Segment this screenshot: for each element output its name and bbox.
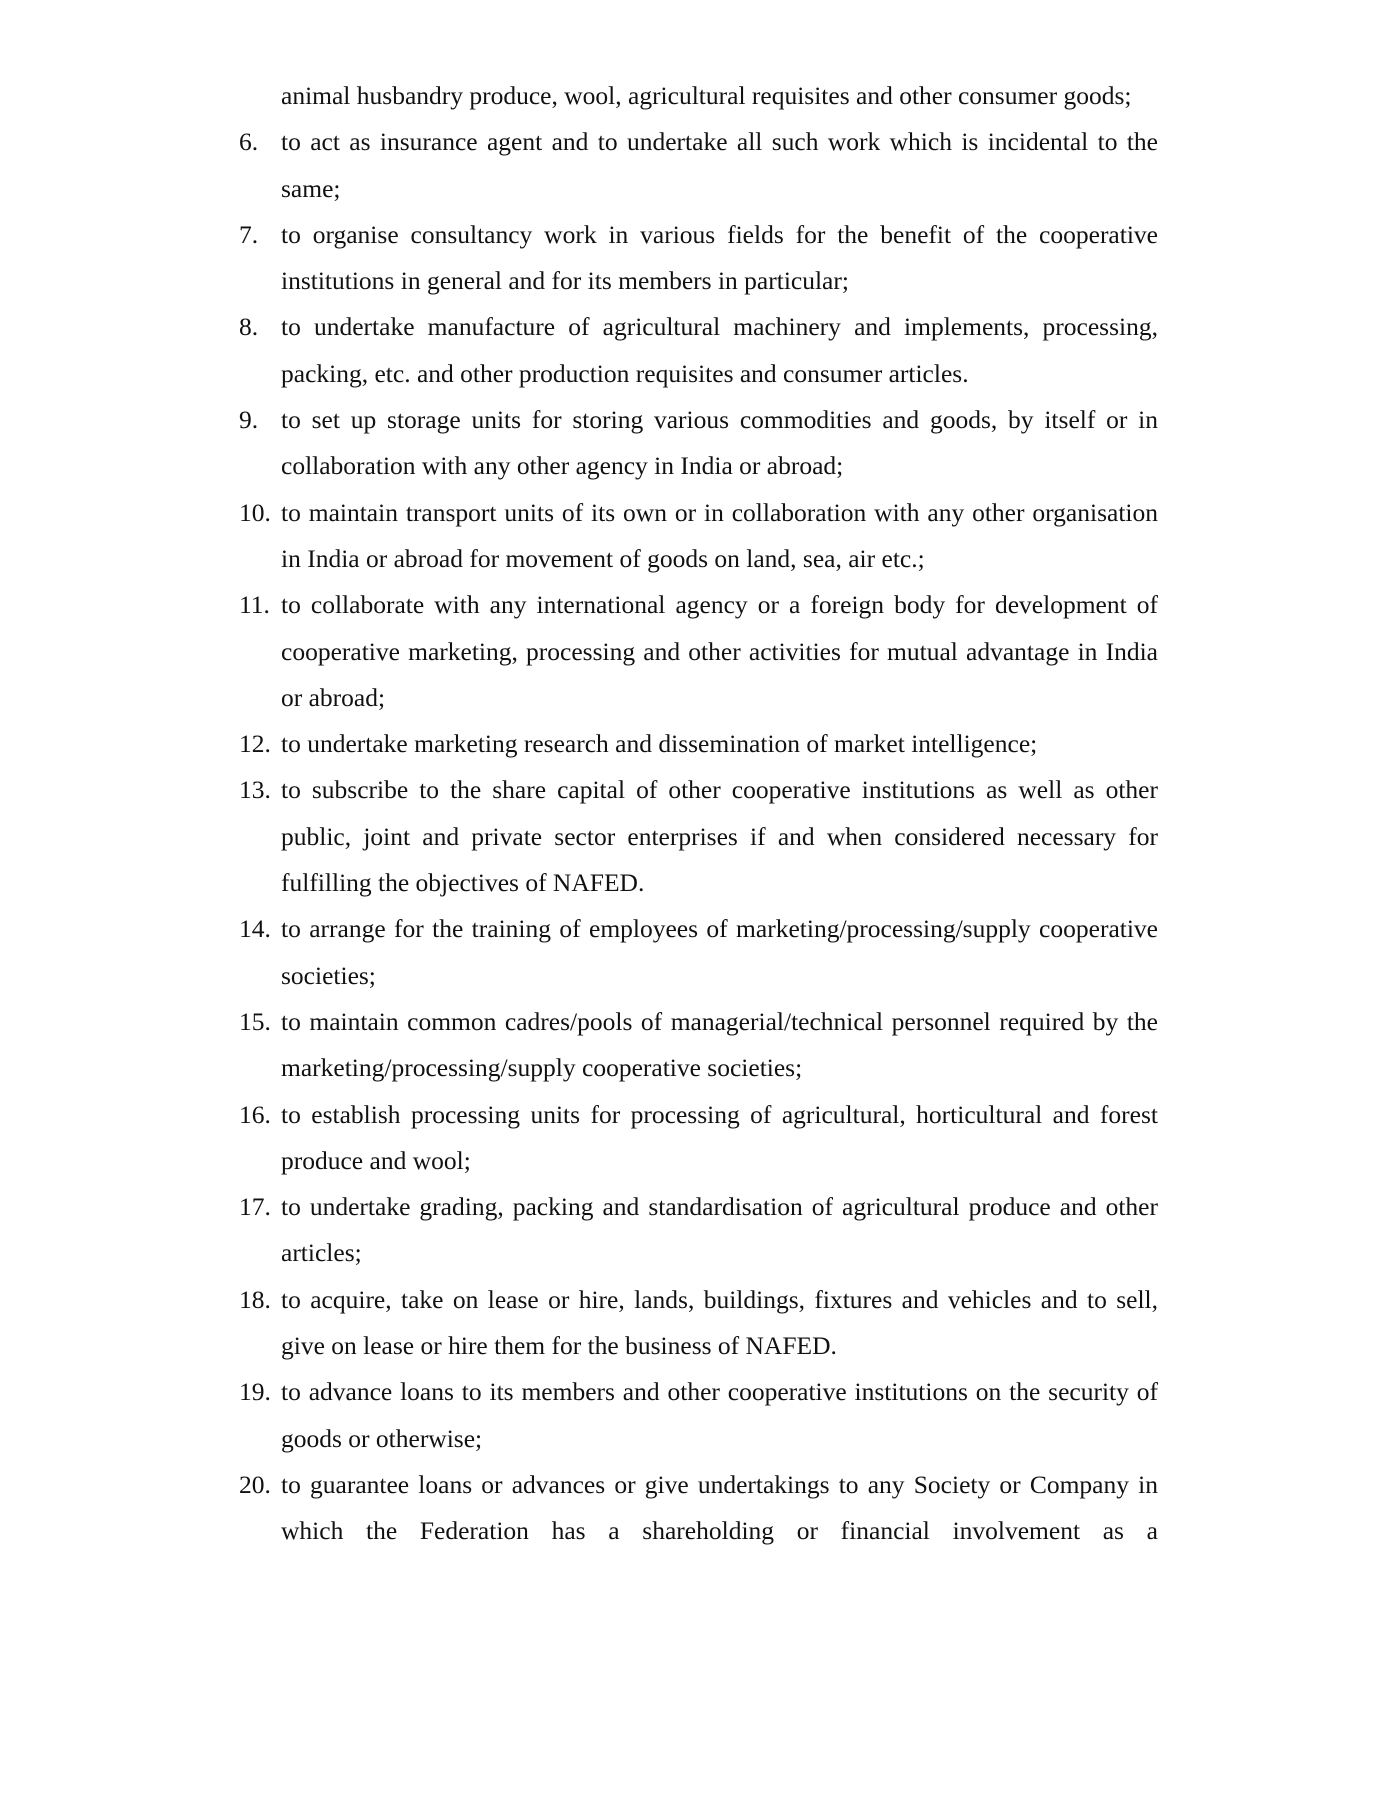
document-page <box>239 73 1158 1555</box>
item-text: to maintain transport units of its own or in collaboration with any other organisation in India or abroad for movement of goods on land, sea, air etc.; <box>281 497 1158 573</box>
item-number: 19. <box>239 1377 271 1407</box>
item-number: 12. <box>239 729 271 759</box>
item-text: to subscribe to the share capital of other cooperative institutions as well as other public, joint and private sector enterprises if and when considered necessary for fulfilling the objectives of NAFED. <box>281 775 1158 898</box>
list-item-15 <box>239 999 1158 1092</box>
list-item-16 <box>239 1092 1158 1185</box>
item-number: 13. <box>239 775 271 805</box>
item-text: to undertake marketing research and dissemination of market intelligence; <box>281 729 1038 759</box>
item-number: 17. <box>239 1192 271 1222</box>
item-text: to acquire, take on lease or hire, lands, buildings, fixtures and vehicles and to sell, give on lease or hire them for the business of NAFED. <box>281 1284 1158 1361</box>
item-number: 16. <box>239 1099 271 1129</box>
item-text: to advance loans to its members and other cooperative institutions on the security of goods or otherwise; <box>281 1377 1158 1453</box>
list-item-7 <box>239 212 1158 305</box>
item-number: 14. <box>239 914 271 944</box>
list-item-6 <box>239 119 1158 212</box>
item-number: 7. <box>239 219 259 249</box>
list-item-8 <box>239 304 1158 397</box>
item-number: 11. <box>239 590 270 620</box>
paragraph-text: animal husbandry produce, wool, agricultural requisites and other consumer goods; <box>281 81 1132 110</box>
item-text: to arrange for the training of employees of marketing/processing/supply cooperative societies; <box>281 914 1158 990</box>
item-text: to organise consultancy work in various fields for the benefit of the cooperative institutions in general and for its members in particular; <box>281 219 1158 296</box>
continuation-paragraph <box>239 73 1158 119</box>
item-text: to undertake manufacture of agricultural machinery and implements, processing, packing, etc. and other production requisites and consumer articles. <box>281 312 1158 388</box>
list-item-17 <box>239 1184 1158 1277</box>
list-item-9 <box>239 397 1158 490</box>
list-item-10 <box>239 490 1158 583</box>
list-item-12 <box>239 721 1158 767</box>
item-text: to set up storage units for storing various commodities and goods, by itself or in collaboration with any other agency in India or abroad; <box>281 405 1158 481</box>
item-number: 9. <box>239 405 259 435</box>
item-number: 18. <box>239 1284 271 1314</box>
item-text: to collaborate with any international agency or a foreign body for development of cooperative marketing, processing and other activities for mutual advantage in India or abroad; <box>281 590 1158 712</box>
item-text: to establish processing units for processing of agricultural, horticultural and forest produce and wool; <box>281 1099 1158 1175</box>
item-number: 10. <box>239 497 271 527</box>
item-text: to guarantee loans or advances or give undertakings to any Society or Company in which the Federation has a shareholding or financial involvement as a <box>281 1469 1158 1546</box>
list-item-11 <box>239 582 1158 721</box>
list-item-13 <box>239 767 1158 906</box>
item-text: to maintain common cadres/pools of managerial/technical personnel required by the marketing/processing/supply cooperative societies; <box>281 1006 1158 1083</box>
list-item-20 <box>239 1462 1158 1555</box>
list-item-18 <box>239 1277 1158 1370</box>
item-number: 15. <box>239 1006 271 1036</box>
item-number: 8. <box>239 312 259 342</box>
item-text: to act as insurance agent and to undertake all such work which is incidental to the same; <box>281 127 1158 203</box>
item-number: 6. <box>239 127 259 157</box>
item-number: 20. <box>239 1469 271 1499</box>
list-item-19 <box>239 1369 1158 1462</box>
list-item-14 <box>239 906 1158 999</box>
item-text: to undertake grading, packing and standardisation of agricultural produce and other articles; <box>281 1192 1158 1268</box>
